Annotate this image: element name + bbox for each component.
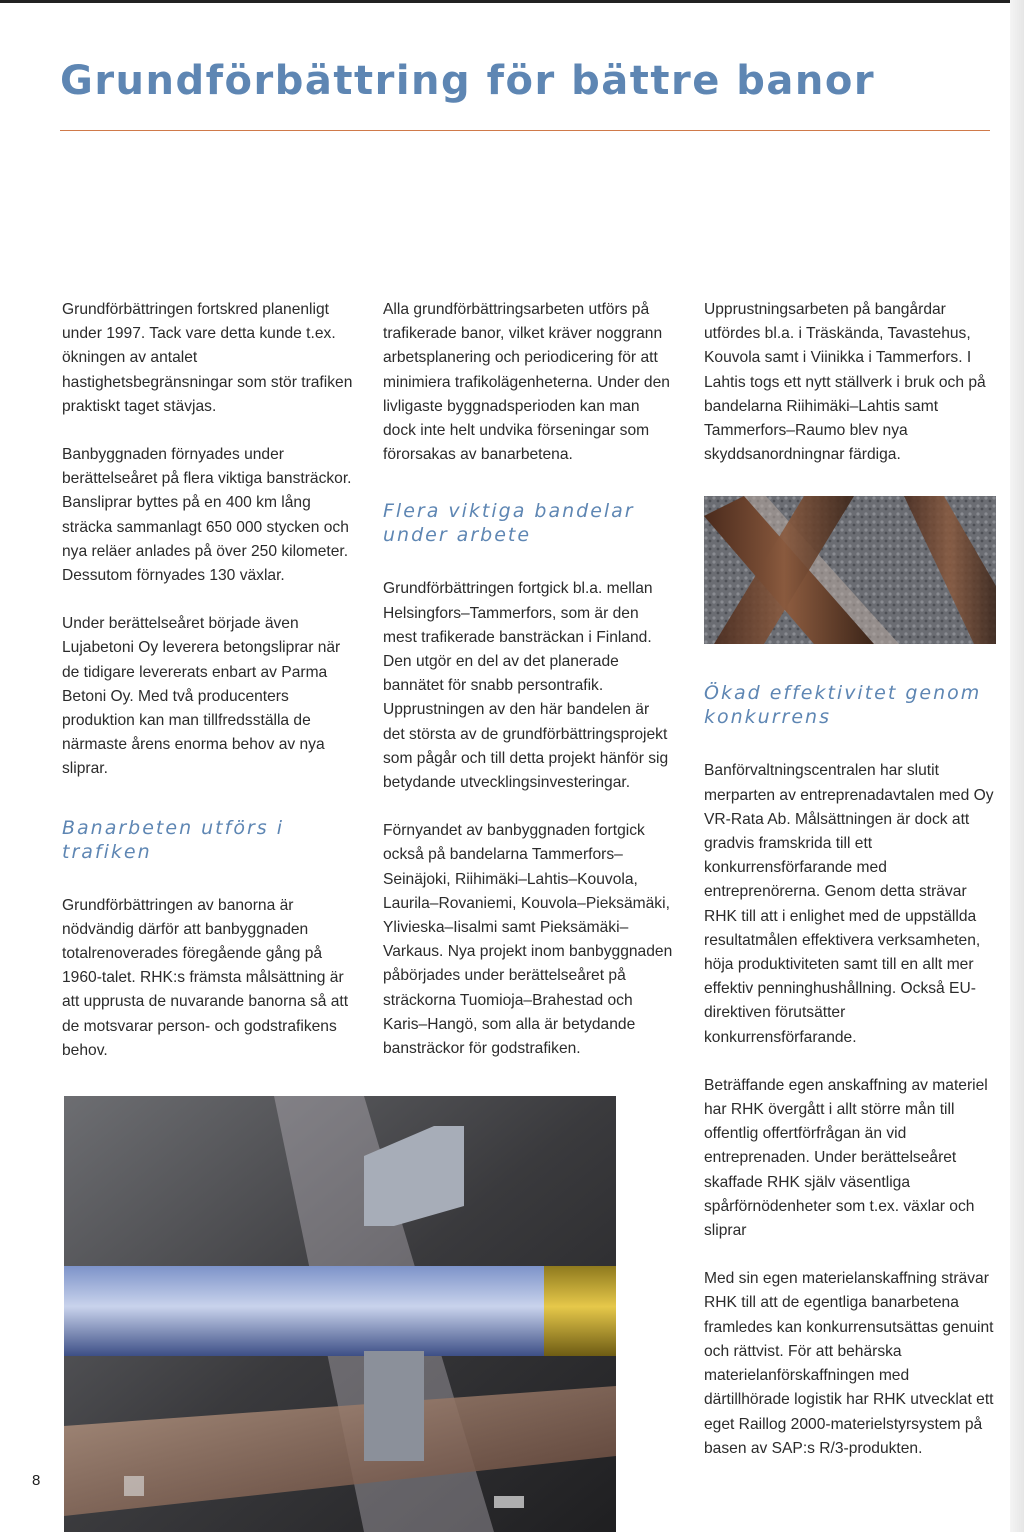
paragraph: Grundförbättringen av banorna är nödvändig därför att banbyggnaden totalrenoverades föregående gång på 1960-talet. RHK:s främsta målsättning är att upprusta de nuvarande banorna så att de motsvarar person- och godstrafikens behov.	[62, 896, 349, 1059]
paragraph: Beträffande egen anskaffning av materiel har RHK övergått i allt större mån till offentlig offertförfrågan än vid entreprenaden. Under berättelseåret skaffade RHK själv väsentliga spårförnödenheter som t.ex. växlar och sliprar	[704, 1076, 988, 1240]
top-border	[0, 0, 1024, 3]
page-edge	[1010, 0, 1024, 1532]
paragraph: Banbyggnaden förnyades under berättelseåret på flera viktiga bansträckor. Bansliprar byttes på en 400 km lång sträcka sammanlagt 650 000 stycken och nya reläer anlades på över 250 kilometer. Dessutom förnyades 130 växlar.	[62, 446, 352, 585]
section-heading: Banarbeten utförs i trafiken	[62, 816, 284, 863]
rails-photo	[704, 496, 996, 644]
paragraph: Alla grundförbättringsarbeten utförs på trafikerade banor, vilket kräver noggrann arbetsplanering och periodicering för att minimiera trafikolägenheterna. Under den livligaste byggnadsperioden kan man dock inte helt undvika förseningar som förorsakas av banarbetena.	[383, 301, 670, 464]
paragraph: Med sin egen materielanskaffning strävar RHK till att de egentliga banarbetena framledes kan konkurrensutsättas genuint och rättvist. För att behärska materielanförskaffningen med därtillhörade logistik har RHK utvecklat ett eget Raillog 2000-materielstyrsystem på basen av SAP:s R/3-produkten.	[704, 1270, 994, 1457]
page-number: 8	[32, 1472, 41, 1489]
text-column-3	[704, 298, 996, 1485]
text-column-2	[383, 298, 675, 1085]
rail-gauge-illustration	[64, 1096, 616, 1532]
section-heading: Flera viktiga bandelar under arbete	[383, 500, 635, 547]
text-column-1	[62, 298, 356, 1087]
paragraph: Förnyandet av banbyggnaden fortgick också på bandelarna Tammerfors–Seinäjoki, Riihimäki–Lahtis–Kouvola, Laurila–Rovaniemi, Kouvola–Pieksämäki, Ylivieska–Iisalmi samt Pieksämäki–Varkaus. Nya projekt inom banbyggnaden påbörjades under berättelseåret på sträckorna Tuomioja–Brahestad och Karis–Hangö, som alla är betydande bansträckor för godstrafiken.	[383, 822, 673, 1058]
paragraph: Grundförbättringen fortskred planenligt under 1997. Tack vare detta kunde t.ex. ökningen av antalet hastighetsbegränsningar som stör trafiken praktiskt taget stävjas.	[62, 301, 353, 415]
section-heading: Ökad effektivitet genom konkurrens	[704, 682, 982, 729]
paragraph: Grundförbättringen fortgick bl.a. mellan Helsingfors–Tammerfors, som är den mest trafikerade bansträckan i Finland. Den utgör en del av det planerade bannätet för snabb persontrafik. Upprustningen av den här bandelen är det största av de grundförbättringsprojekt som pågår och till detta projekt hänför sig betydande utvecklingsinvesteringar.	[383, 580, 669, 792]
page-title: Grundförbättring för bättre banor	[60, 58, 876, 104]
paragraph: Upprustningsarbeten på bangårdar utfördes bl.a. i Träskända, Tavastehus, Kouvola samt i Viinikka i Tammerfors. I Lahtis togs ett nytt ställverk i bruk och på bandelarna Riihimäki–Lahtis samt Tammerfors–Raumo blev nya skyddsanordningnar färdiga.	[704, 301, 986, 464]
paragraph: Under berättelseåret började även Lujabetoni Oy leverera betongsliprar när de tidigare levererats enbart av Parma Betoni Oy. Med två producenters produktion kan man tillfredsställa de närmaste årens enorma behov av nya sliprar.	[62, 615, 341, 778]
rails-illustration	[704, 496, 996, 644]
rail-gauge-photo	[64, 1096, 616, 1532]
paragraph: Banförvaltningscentralen har slutit merparten av entreprenadavtalen med Oy VR-Rata Ab. Målsättningen är dock att gradvis framskrida till ett konkurrensförfarande med entreprenörerna. Genom detta strävar RHK till att i enlighet med de uppställda resultatmålen effektivera verksamheten, höja produktiviteten samt till en allt mer effektiv penninghushållning. Också EU-direktiven förutsätter konkurrensförfarande.	[704, 762, 994, 1046]
title-rule	[60, 130, 990, 131]
